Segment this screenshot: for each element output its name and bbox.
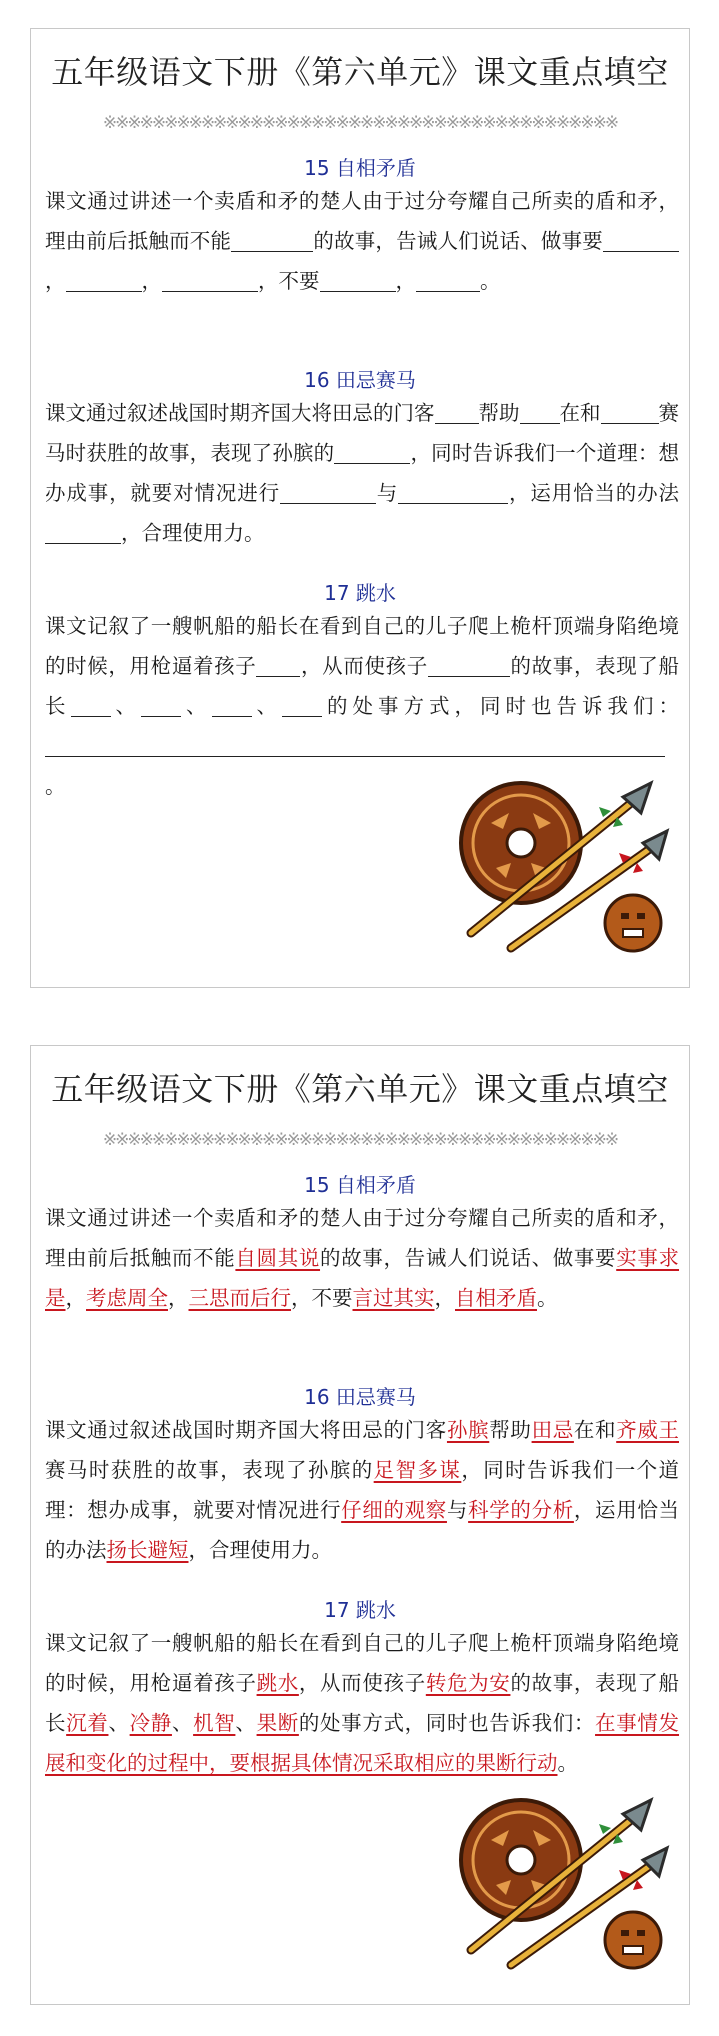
worksheet-blank (30, 28, 690, 988)
answer: 齐威王 (616, 1418, 680, 1442)
blank (141, 693, 181, 717)
blank (256, 653, 300, 677)
lesson-16-title: 16 田忌赛马 (304, 368, 416, 392)
answer: 转危为安 (425, 1671, 511, 1695)
answer: 自相矛盾 (455, 1286, 537, 1310)
answer: 冷静 (129, 1711, 172, 1735)
blank (231, 228, 313, 252)
blank (435, 400, 479, 424)
worksheet-answers (30, 1045, 690, 2005)
answer: 孙膑 (446, 1418, 490, 1442)
lesson-17-title: 17 跳水 (324, 1598, 396, 1622)
lesson-16-text: 课文通过叙述战国时期齐国大将田忌的门客孙膑帮助田忌在和齐威王赛马时获胜的故事，表现了孙膑的足智多谋，同时告诉我们一个道理：想办成事，就要对情况进行仔细的观察与科学的分析，运用恰当的办法扬长避短，合理使用力。 (45, 1418, 680, 1562)
blank (280, 480, 376, 504)
answer: 足智多谋 (373, 1458, 462, 1482)
divider: ※※※※※※※※※※※※※※※※※※※※※※※※※※※※※※※※※※※※※※※※※※ (102, 113, 618, 133)
blank (282, 693, 322, 717)
blank (520, 400, 560, 424)
answer: 自圆其说 (235, 1246, 321, 1270)
blank (71, 693, 111, 717)
answer: 实事求是 (45, 1246, 680, 1310)
lesson-15-text: 课文通过讲述一个卖盾和矛的楚人由于过分夸耀自己所卖的盾和矛，理由前后抵触而不能 的故事，告诫人们说话、做事要， ， ，不要 ， 。 (45, 189, 679, 293)
blank (66, 268, 142, 292)
answer: 三思而后行 (188, 1286, 291, 1310)
blank (45, 520, 121, 544)
answer: 考虑周全 (86, 1286, 168, 1310)
blank (416, 268, 480, 292)
lesson-16-title: 16 田忌赛马 (304, 1385, 416, 1409)
answer: 沉着 (66, 1711, 109, 1735)
bronze-shield-and-spears-icon (451, 1790, 671, 1980)
answer: 田忌 (531, 1418, 574, 1442)
blank (398, 480, 508, 504)
lesson-17-title: 17 跳水 (324, 581, 396, 605)
page-title: 五年级语文下册《第六单元》课文重点填空 (51, 53, 669, 91)
divider: ※※※※※※※※※※※※※※※※※※※※※※※※※※※※※※※※※※※※※※※※※※ (102, 1130, 618, 1150)
bronze-shield-and-spears-icon (451, 773, 671, 963)
answer: 在事情发展和变化的过程中，要根据具体情况采取相应的果断行动 (45, 1711, 680, 1775)
lesson-16-text: 课文通过叙述战国时期齐国大将田忌的门客 帮助 在和 赛马时获胜的故事，表现了孙膑的 ，同时告诉我们一个道理：想办成事，就要对情况进行 与 ，运用恰当的办法，合理使用力。 (45, 401, 680, 545)
lesson-15-title: 15 自相矛盾 (304, 156, 416, 180)
lesson-17-text: 课文记叙了一艘帆船的船长在看到自己的儿子爬上桅杆顶端身陷绝境的时候，用枪逼着孩子跳水，从而使孩子转危为安的故事，表现了船长沉着、冷静、机智、果断的处事方式，同时也告诉我们：在事情发展和变化的过程中，要根据具体情况采取相应的果断行动。 (45, 1631, 680, 1775)
blank (212, 693, 252, 717)
answer: 果断 (256, 1711, 299, 1735)
blank (334, 440, 410, 464)
answer: 机智 (193, 1711, 236, 1735)
blank (428, 653, 510, 677)
blank (603, 228, 679, 252)
blank (601, 400, 659, 424)
answer: 言过其实 (352, 1286, 435, 1310)
page-title: 五年级语文下册《第六单元》课文重点填空 (51, 1070, 669, 1108)
answer: 仔细的观察 (341, 1498, 447, 1522)
blank (45, 733, 605, 757)
blank (605, 733, 665, 757)
lesson-15-text: 课文通过讲述一个卖盾和矛的楚人由于过分夸耀自己所卖的盾和矛，理由前后抵触而不能自圆其说的故事，告诫人们说话、做事要实事求是，考虑周全，三思而后行，不要言过其实，自相矛盾。 (45, 1206, 680, 1310)
answer: 扬长避短 (106, 1538, 189, 1562)
lesson-15-title: 15 自相矛盾 (304, 1173, 416, 1197)
blank (320, 268, 396, 292)
answer: 科学的分析 (468, 1498, 574, 1522)
answer: 跳水 (256, 1671, 299, 1695)
lesson-17-text: 课文记叙了一艘帆船的船长在看到自己的儿子爬上桅杆顶端身陷绝境的时候，用枪逼着孩子 ，从而使孩子 的故事，表现了船长 、 、 、 的处事方式，同时也告诉我们：。 (45, 614, 680, 798)
blank (162, 268, 258, 292)
